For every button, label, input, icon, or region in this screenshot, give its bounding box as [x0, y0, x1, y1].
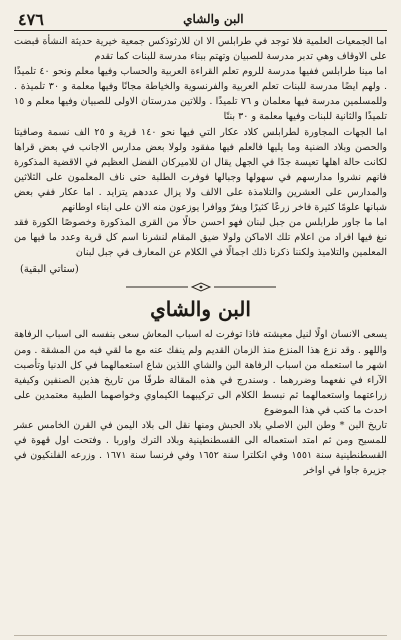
running-header [14, 8, 387, 31]
ornament-rule-icon [126, 282, 276, 292]
running-title: البن والشاي [183, 12, 244, 26]
continuation-note: (ستاتي البقية) [20, 264, 79, 276]
paragraph: اما مينا طرابلس ففيها مدرسة للروم تعلم القراءة العربية والحساب وفيها معلم ونحو ٤٠ تلميذًا . ولهم ايضًا مدرسة للبنات تعلم العربية والفرنسوية والخياطة مجانًا وفيها معلمة و ٣٠ تلميذة . وللمسلمين مدرسة فيها معلمان و ٧٦ تلميذًا . وللاتين مدرستان الاولى للصبيان وفيها معلم و ١٥ تلميذًا والثانية للبنات وفيها معلمة و ٣٠ بنتًا [14, 66, 388, 123]
paragraph: تاريخ البن * وطن البن الاصلي بلاد الحبش ومنها نقل الى بلاد اليمن في القرن الخامس عشر للمسيح ومن ثم امتد استعماله الى القسطنطينية وبلاد الترك واوربا . وفتحت اول قهوة في القسطنطينية سنة ١٥٥١ وفي انكلترا سنة ١٦٥٢ وفي فرنسا سنة ١٦٧١ . وزرعه الفلنكيون في جزيرة جاوا في اواخر [14, 419, 388, 477]
page-number: ٤٧٦ [18, 9, 44, 29]
section-title: البن والشاي [150, 297, 251, 322]
paragraph: اما الجمعيات العلمية فلا توجد في طرابلس الا ان للارثوذكس جمعية خيرية حديثة النشأة قبضت على الاوقاف وهي تدبر مدرسة للصبيان وتهتم ببناء مدرسة للبنات كما تقدم [14, 36, 387, 63]
paragraph: اما ما جاور طرابلس من جبل لبنان فهو احسن حالًا من القرى المذكورة وخصوصًا الكورة فقد نبغ فيها افراد من اعلام تلك الاماكن ولولا ضيق المقام لنشرنا اسم كل قرية وعدد ما فيها من المعلمين والتلاميذ ولكننا ذكرنا ذلك اجمالًا في الكلام عن المعارف في جبل لبنان [14, 217, 387, 259]
paragraph: اما الجهات المجاورة لطرابلس كلاد عكار التي فيها نحو ١٤٠ قرية و ٢٥ الف نسمة وصافيتا والحصن وبلاد الضنية وما يليها فالعلم فيها مفقود ولولا بعض مدارس الاجانب في بعض قراها لكانت حالة اهلها تعيسة جدًا في الجهل يقال ان للاميركان الفضل العظيم في الاقضية المذكورة فانهم نشروا مدارسهم في سهولها وجبالها فوفرت الطلبة حتى ناف المعلمون على الثلاثين والمدارس على العشرين والتلامذة على الالف ولا يزال عددهم يتزايد . اما عكار ففي بعض شبانها علومًا كثيرة فاخر زرعًا كثيرًا ويفرّ ووافرا يوزعون منه الان على ابناء اوطانهم [14, 126, 387, 214]
section-divider [14, 282, 387, 292]
paragraph: يسعى الانسان اولًا لنيل معيشته فاذا توفرت له اسباب المعاش سعى بنفسه الى اسباب الرفاهة واللهو . وقد نزع هذا المنزع منذ الزمان القديم ولم ينفك عنه مع ما لقي فيه من المشقة . ومن اشهر ما استعمله من اسباب الرفاهة البن والشاي اللذين شاع استعمالهما في كل الدنيا وتأصبت الآراء في نفعهما وضررهما . وسندرج في هذه المقالة طرفًا من تاريخ هذين الصنفين وكيفية زراعتهما واستعمالهما ثم نبسط الكلام الى تركيبهما الكيماوي وخواصهما الطبية معتمدين على احدث ما كتب في هذا الموضوع [14, 329, 387, 416]
footer-rule [14, 635, 387, 636]
section-body [14, 327, 387, 478]
article-body [14, 34, 387, 260]
